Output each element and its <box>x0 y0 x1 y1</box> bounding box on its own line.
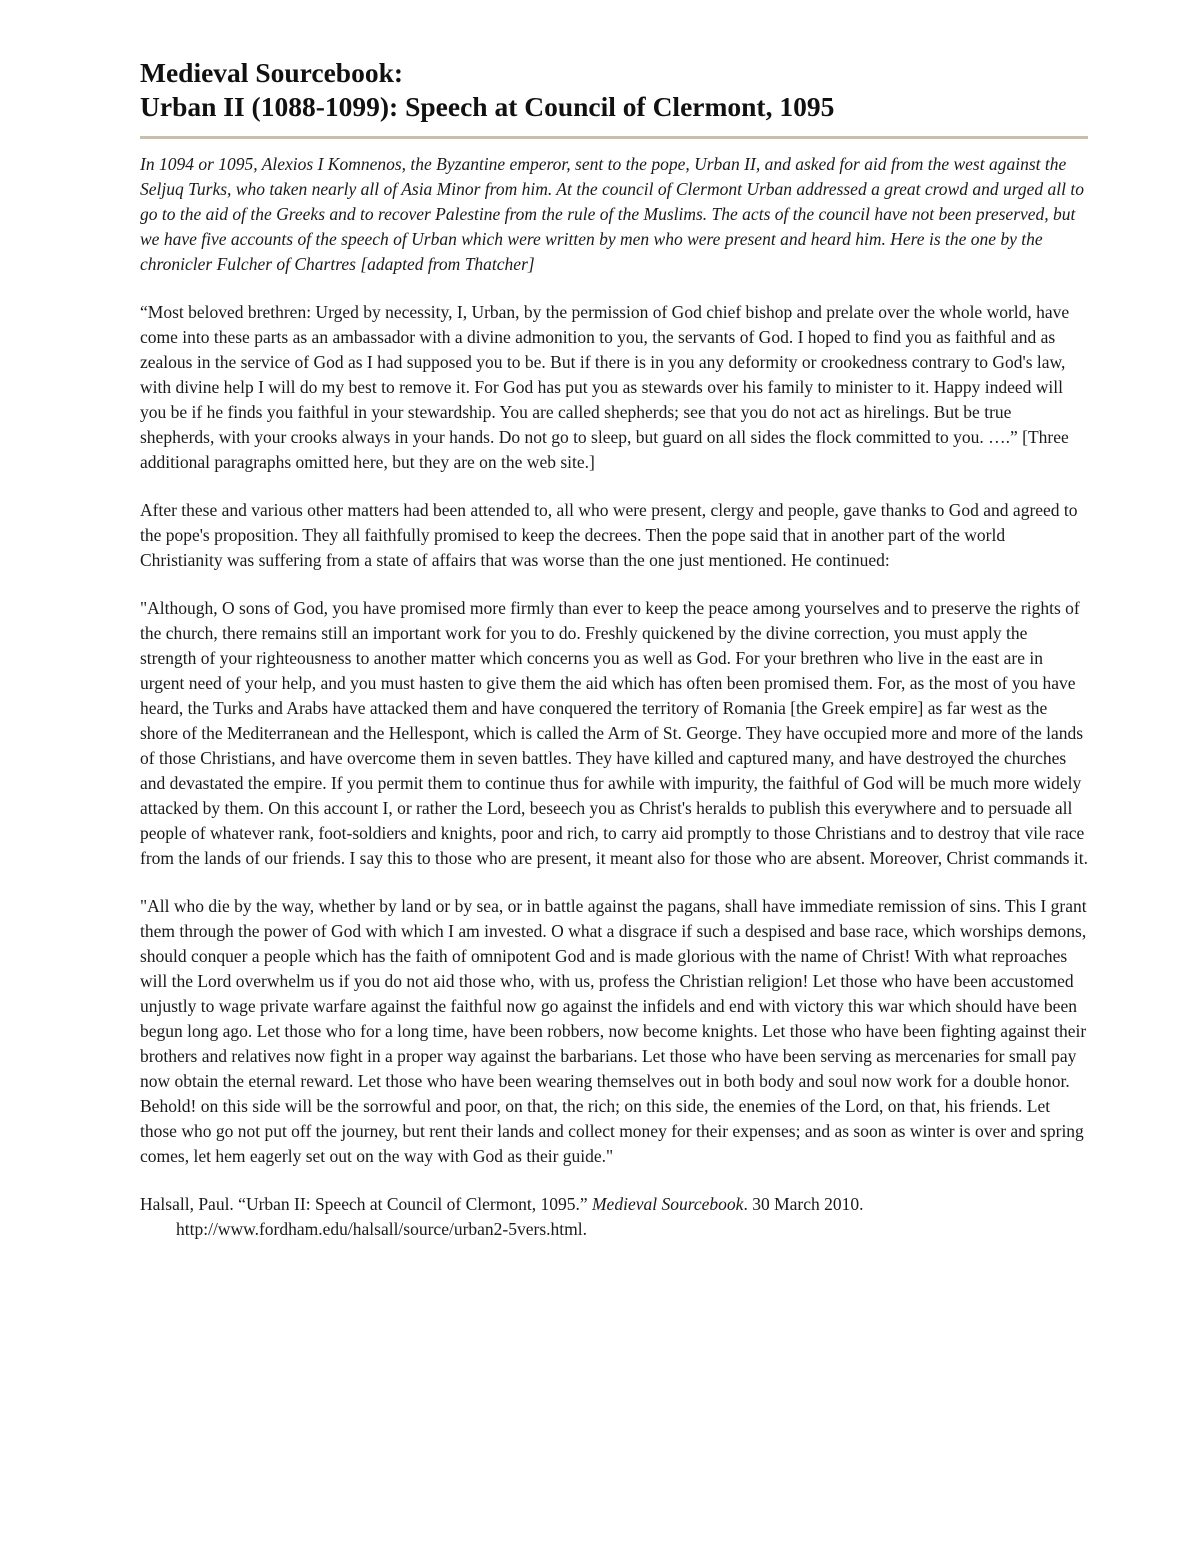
citation-url: http://www.fordham.edu/halsall/source/urban2-5vers.html. <box>176 1219 587 1239</box>
speech-paragraph-2: "Although, O sons of God, you have promised more firmly than ever to keep the peace among yourselves and to preserve the rights of the church, there remains still an important work for you to do. Freshly quickened by the divine correction, you must apply the strength of your righteousness to another matter which concerns you as well as God. For your brethren who live in the east are in urgent need of your help, and you must hasten to give them the aid which has often been promised them. For, as the most of you have heard, the Turks and Arabs have attacked them and have conquered the territory of Romania [the Greek empire] as far west as the shore of the Mediterranean and the Hellespont, which is called the Arm of St. George. They have occupied more and more of the lands of those Christians, and have overcome them in seven battles. They have killed and captured many, and have destroyed the churches and devastated the empire. If you permit them to continue thus for awhile with impurity, the faithful of God will be much more widely attacked by them. On this account I, or rather the Lord, beseech you as Christ's heralds to publish this everywhere and to persuade all people of whatever rank, foot-soldiers and knights, poor and rich, to carry aid promptly to those Christians and to destroy that vile race from the lands of our friends. I say this to those who are present, it meant also for those who are absent. Moreover, Christ commands it. <box>140 598 1088 868</box>
document-page <box>140 56 1088 1242</box>
title-line-1: Medieval Sourcebook: <box>140 57 404 88</box>
citation-prefix: Halsall, Paul. “Urban II: Speech at Council of Clermont, 1095.” <box>140 1194 592 1214</box>
title-line-2: Urban II (1088-1099): Speech at Council of Clermont, 1095 <box>140 91 835 122</box>
citation-date: . 30 March 2010. <box>743 1194 864 1214</box>
citation-source: Medieval Sourcebook <box>591 1194 744 1214</box>
title-divider <box>140 136 1088 139</box>
speech-paragraph-3: "All who die by the way, whether by land or by sea, or in battle against the pagans, shall have immediate remission of sins. This I grant them through the power of God with which I am invested. O what a disgrace if such a despised and base race, which worships demons, should conquer a people which has the faith of omnipotent God and is made glorious with the name of Christ! With what reproaches will the Lord overwhelm us if you do not aid those who, with us, profess the Christian religion! Let those who have been accustomed unjustly to wage private warfare against the faithful now go against the infidels and end with victory this war which should have been begun long ago. Let those who for a long time, have been robbers, now become knights. Let those who have been fighting against their brothers and relatives now fight in a proper way against the barbarians. Let those who have been serving as mercenaries for small pay now obtain the eternal reward. Let those who have been wearing themselves out in both body and soul now work for a double honor. Behold! on this side will be the sorrowful and poor, on that, the rich; on this side, the enemies of the Lord, on that, his friends. Let those who go not put off the journey, but rent their lands and collect money for their expenses; and as soon as winter is over and spring comes, let hem eagerly set out on the way with God as their guide." <box>140 896 1087 1166</box>
narrative-paragraph: After these and various other matters had been attended to, all who were present, clergy and people, gave thanks to God and agreed to the pope's proposition. They all faithfully promised to keep the decrees. Then the pope said that in another part of the world Christianity was suffering from a state of affairs that was worse than the one just mentioned. He continued: <box>140 500 1078 570</box>
document-title <box>140 56 1088 124</box>
speech-paragraph-1: “Most beloved brethren: Urged by necessity, I, Urban, by the permission of God chief bishop and prelate over the whole world, have come into these parts as an ambassador with a divine admonition to you, the servants of God. I hoped to find you as faithful and as zealous in the service of God as I had supposed you to be. But if there is in you any deformity or crookedness contrary to God's law, with divine help I will do my best to remove it. For God has put you as stewards over his family to minister to it. Happy indeed will you be if he finds you faithful in your stewardship. You are called shepherds; see that you do not act as hirelings. But be true shepherds, with your crooks always in your hands. Do not go to sleep, but guard on all sides the flock committed to you. ….” [Three additional paragraphs omitted here, but they are on the web site.] <box>140 302 1070 472</box>
intro-paragraph: In 1094 or 1095, Alexios I Komnenos, the Byzantine emperor, sent to the pope, Urban II, and asked for aid from the west against the Seljuq Turks, who taken nearly all of Asia Minor from him. At the council of Clermont Urban addressed a great crowd and urged all to go to the aid of the Greeks and to recover Palestine from the rule of the Muslims. The acts of the council have not been preserved, but we have five accounts of the speech of Urban which were written by men who were present and heard him. Here is the one by the chronicler Fulcher of Chartres [adapted from Thatcher] <box>140 154 1084 274</box>
citation <box>140 1192 1088 1242</box>
